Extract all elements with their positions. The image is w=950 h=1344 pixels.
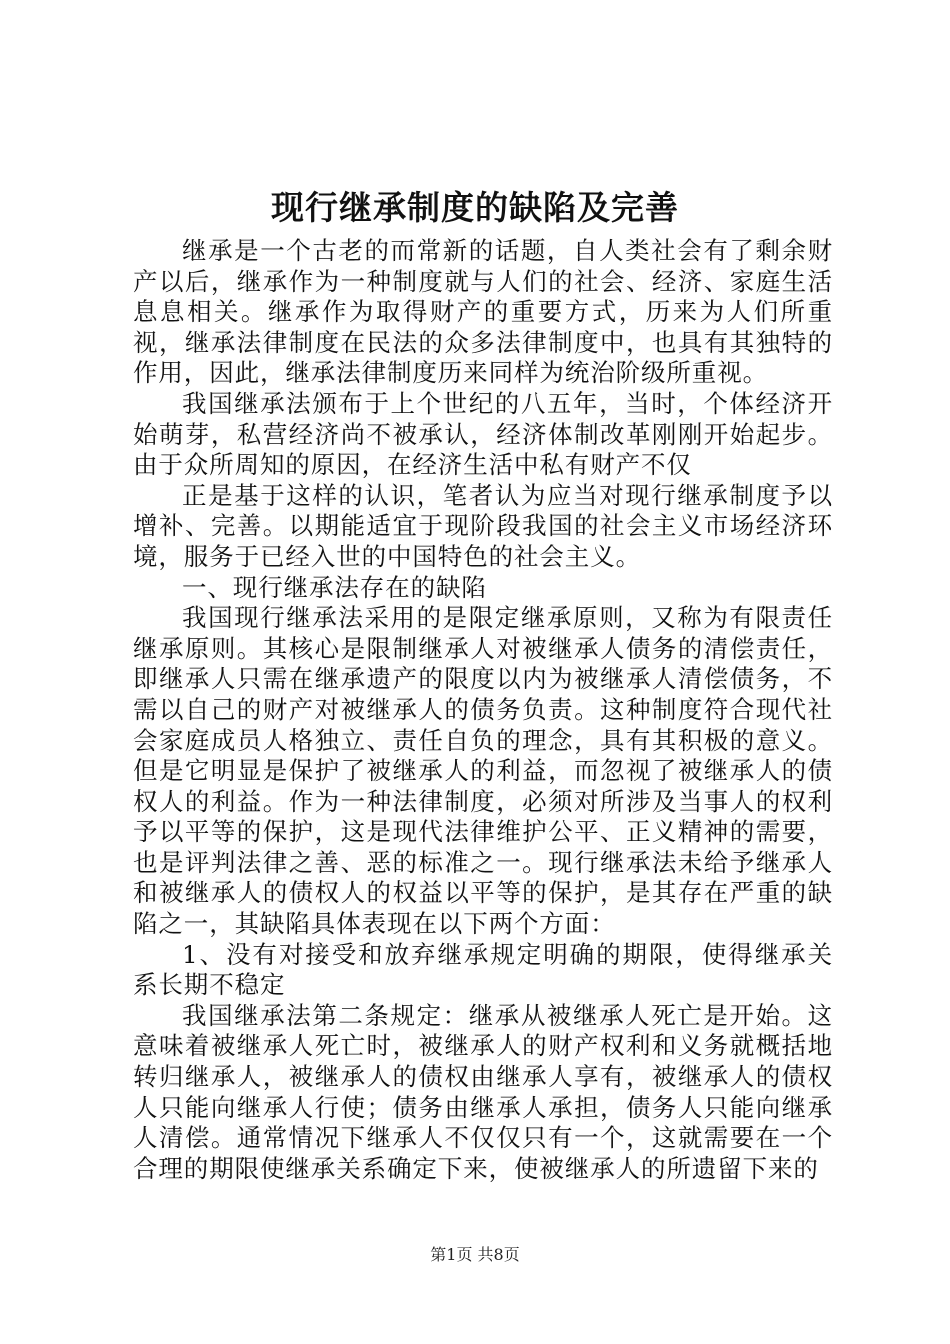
- paragraph-purpose: 正是基于这样的认识，笔者认为应当对现行继承制度予以增补、完善。以期能适宜于现阶段我国的社会主义市场经济环境，服务于已经入世的中国特色的社会主义。: [133, 480, 833, 571]
- document-body: [133, 236, 833, 1184]
- paragraph-article-two: 我国继承法第二条规定：继承从被继承人死亡是开始。这意味着被继承人死亡时，被继承人的财产权利和义务就概括地转归继承人，被继承人的债权由继承人享有，被继承人的债权人只能向继承人行使；债务由继承人承担，债务人只能向继承人清偿。通常情况下继承人不仅仅只有一个，这就需要在一个合理的期限使继承关系确定下来，使被继承人的所遗留下来的: [133, 1000, 833, 1183]
- paragraph-limited-inheritance: 我国现行继承法采用的是限定继承原则，又称为有限责任继承原则。其核心是限制继承人对被继承人债务的清偿责任，即继承人只需在继承遗产的限度以内为被继承人清偿债务，不需以自己的财产对被继承人的债务负责。这种制度符合现代社会家庭成员人格独立、责任自负的理念，具有其积极的意义。但是它明显是保护了被继承人的利益，而忽视了被继承人的债权人的利益。作为一种法律制度，必须对所涉及当事人的权利予以平等的保护，这是现代法律维护公平、正义精神的需要，也是评判法律之善、恶的标准之一。现行继承法未给予继承人和被继承人的债权人的权益以平等的保护，是其存在严重的缺陷之一，其缺陷具体表现在以下两个方面：: [133, 603, 833, 939]
- section-heading-defects: 一、现行继承法存在的缺陷: [182, 572, 487, 602]
- subsection-heading-1: 1、没有对接受和放弃继承规定明确的期限，使得继承关系长期不稳定: [133, 939, 833, 1000]
- document-title: 现行继承制度的缺陷及完善: [271, 188, 679, 227]
- paragraph-background: 我国继承法颁布于上个世纪的八五年，当时，个体经济开始萌芽，私营经济尚不被承认，经济体制改革刚刚开始起步。由于众所周知的原因，在经济生活中私有财产不仅: [133, 388, 833, 480]
- page-footer: 第1页 共8页: [430, 1245, 520, 1264]
- paragraph-intro: 继承是一个古老的而常新的话题，自人类社会有了剩余财产以后，继承作为一种制度就与人们的社会、经济、家庭生活息息相关。继承作为取得财产的重要方式，历来为人们所重视，继承法律制度在民法的众多法律制度中，也具有其独特的作用，因此，继承法律制度历来同样为统治阶级所重视。: [133, 236, 833, 388]
